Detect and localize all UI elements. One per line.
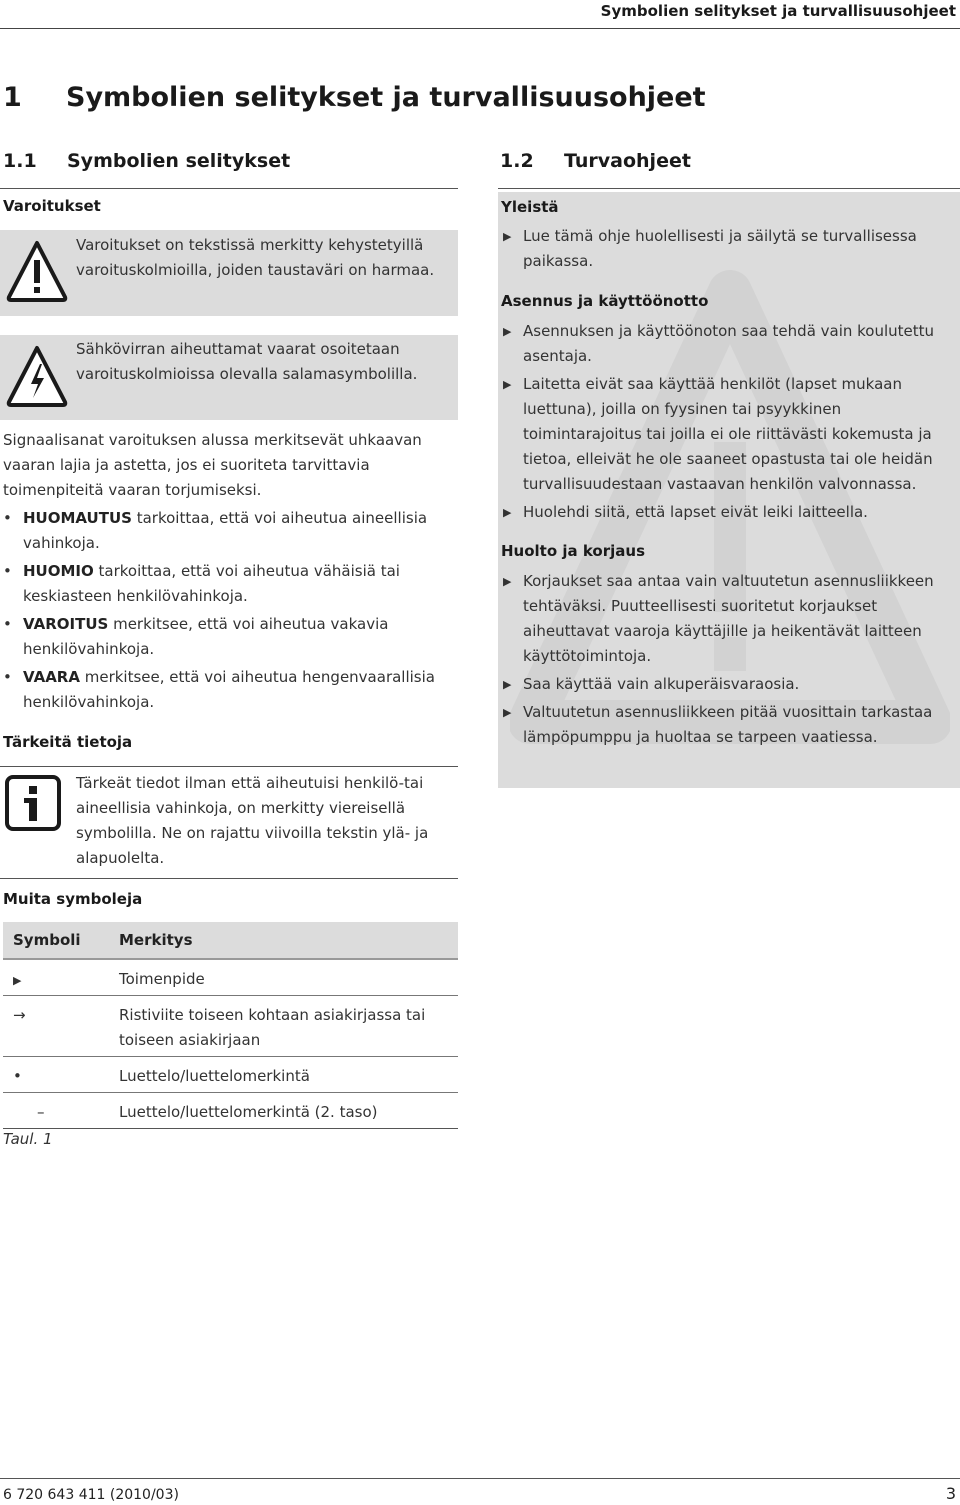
footer-rule (0, 1478, 960, 1479)
symbols-table (3, 922, 458, 1129)
list-item (500, 700, 958, 750)
table-cell-meaning: Luettelo/luettelomerkintä (109, 1056, 458, 1092)
chapter-title (3, 82, 706, 113)
bullet-icon (3, 1056, 109, 1092)
important-info-top-rule (0, 766, 458, 767)
section-number: 1.1 (3, 150, 37, 172)
document-code: 6 720 643 411 (2010/03) (3, 1487, 179, 1503)
list-item (500, 672, 958, 697)
chapter-title-text: Symbolien selitykset ja turvallisuusohjeet (66, 82, 706, 113)
chapter-number: 1 (3, 82, 22, 113)
action-arrow-icon: ▶ (503, 706, 512, 719)
table-row (3, 1092, 458, 1128)
list-item (3, 665, 458, 715)
list-item-text: Korjaukset saa antaa vain valtuutetun asennusliikkeen tehtäväksi. Puutteellisesti suoritetut korjaukset aiheuttavat vaaroja käyttäjille ja heikentävät laitteen käyttötoimintoja. (523, 572, 934, 665)
signal-description: merkitsee, että voi aiheutua vakavia henkilövahinkoja. (23, 615, 389, 658)
signal-words-list (3, 506, 458, 718)
general-list (500, 224, 956, 277)
warnings-heading: Varoitukset (3, 197, 101, 215)
list-item (3, 506, 458, 556)
section-rule (498, 188, 960, 189)
list-item-text: Saa käyttää vain alkuperäisvaraosia. (523, 675, 800, 693)
warning-triangle-icon (6, 239, 68, 307)
list-item-text: Laitetta eivät saa käyttää henkilöt (lapset mukaan luettuna), joilla on fyysinen tai psyykkinen toimintarajoitus tai joilla ei ole riittävästi kokemusta ja tietoa, elleivät he ole saaneet opastusta tai ole heidän turvallisuudestaan vastaavan henkilön valvonnassa. (523, 375, 933, 493)
running-header (0, 0, 960, 29)
section-rule (0, 188, 458, 189)
general-heading: Yleistä (501, 198, 559, 216)
table-cell-meaning: Ristiviite toiseen kohtaan asiakirjassa tai toiseen asiakirjaan (109, 995, 458, 1056)
important-info-text: Tärkeät tiedot ilman että aiheutuisi henkilö-tai aineellisia vahinkoja, on merkitty viereisellä symbolilla. Ne on rajattu viivoilla tekstin ylä- ja alapuolelta. (76, 774, 429, 867)
list-item-text: Valtuutetun asennusliikkeen pitää vuosittain tarkastaa lämpöpumppu ja huoltaa se tarpeen vaatiessa. (523, 703, 933, 746)
signal-term: VAROITUS (23, 615, 109, 633)
signal-description: merkitsee, että voi aiheutua hengenvaarallisia henkilövahinkoja. (23, 668, 435, 711)
signal-term: VAARA (23, 668, 80, 686)
action-arrow-icon: ▶ (503, 325, 512, 338)
list-item (500, 569, 958, 669)
bullet-icon: • (3, 509, 12, 527)
warning-box-electric-text: Sähkövirran aiheuttamat vaarat osoitetaan varoituskolmioissa olevalla salamasymbolilla. (76, 340, 418, 383)
bullet-icon: • (3, 668, 12, 686)
signal-term: HUOMAUTUS (23, 509, 132, 527)
list-item (500, 372, 958, 497)
running-header-title: Symbolien selitykset ja turvallisuusohjeet (600, 2, 956, 20)
safety-panel (498, 192, 960, 788)
important-info-heading: Tärkeitä tietoja (3, 733, 133, 751)
bullet-icon: • (3, 562, 12, 580)
installation-heading: Asennus ja käyttöönotto (501, 292, 709, 310)
list-item-text: Lue tämä ohje huolellisesti ja säilytä se turvallisessa paikassa. (523, 227, 917, 270)
list-item (500, 500, 958, 525)
installation-list (500, 319, 958, 528)
action-arrow-icon: ▶ (503, 506, 512, 519)
list-item-text: Huolehdi siitä, että lapset eivät leiki laitteella. (523, 503, 868, 521)
table-caption: Taul. 1 (3, 1130, 53, 1148)
section-title-1-2 (500, 150, 691, 172)
table-cell-meaning: Luettelo/luettelomerkintä (2. taso) (109, 1092, 458, 1128)
action-arrow-icon: ▶ (503, 230, 512, 243)
table-row (3, 959, 458, 995)
service-heading: Huolto ja korjaus (501, 542, 646, 560)
symbol-glyph: → (13, 1005, 26, 1024)
list-item (500, 319, 958, 369)
action-arrow-icon: ▶ (503, 575, 512, 588)
symbol-glyph: ▶ (13, 974, 22, 987)
list-item (500, 224, 956, 274)
symbol-glyph: – (37, 1102, 45, 1121)
action-arrow-icon (3, 959, 109, 995)
warning-box-general-text: Varoitukset on tekstissä merkitty kehystetyillä varoituskolmioilla, joiden taustaväri on harmaa. (76, 236, 435, 279)
column-header-symbol: Symboli (3, 922, 109, 959)
column-header-meaning: Merkitys (109, 922, 458, 959)
other-symbols-heading: Muita symboleja (3, 890, 143, 908)
action-arrow-icon: ▶ (503, 678, 512, 691)
table-row (3, 995, 458, 1056)
signal-description: tarkoittaa, että voi aiheutua vähäisiä tai keskiasteen henkilövahinkoja. (23, 562, 400, 605)
signal-term: HUOMIO (23, 562, 94, 580)
list-item-text: Asennuksen ja käyttöönoton saa tehdä vain koulutettu asentaja. (523, 322, 935, 365)
dash-icon (3, 1092, 109, 1128)
table-cell-meaning: Toimenpide (109, 959, 458, 995)
table-row (3, 1056, 458, 1092)
signal-description: tarkoittaa, että voi aiheutua aineellisia vahinkoja. (23, 509, 428, 552)
symbol-glyph: • (13, 1066, 22, 1085)
signal-words-intro: Signaalisanat varoituksen alussa merkitsevät uhkaavan vaaran lajia ja astetta, jos ei suoriteta tarvittavia toimenpiteitä vaaran torjumiseksi. (3, 431, 422, 499)
important-info-bottom-rule (0, 878, 458, 879)
page-number: 3 (945, 1484, 956, 1503)
section-title-1-1 (3, 150, 290, 172)
service-list (500, 569, 958, 753)
section-title-text: Symbolien selitykset (67, 150, 291, 172)
list-item (3, 612, 458, 662)
bullet-icon: • (3, 615, 12, 633)
info-icon (5, 775, 61, 835)
section-title-text: Turvaohjeet (564, 150, 691, 172)
section-number: 1.2 (500, 150, 534, 172)
table-header-row (3, 922, 458, 959)
action-arrow-icon: ▶ (503, 378, 512, 391)
cross-reference-arrow-icon (3, 995, 109, 1056)
list-item (3, 559, 458, 609)
lightning-warning-icon (6, 344, 68, 412)
